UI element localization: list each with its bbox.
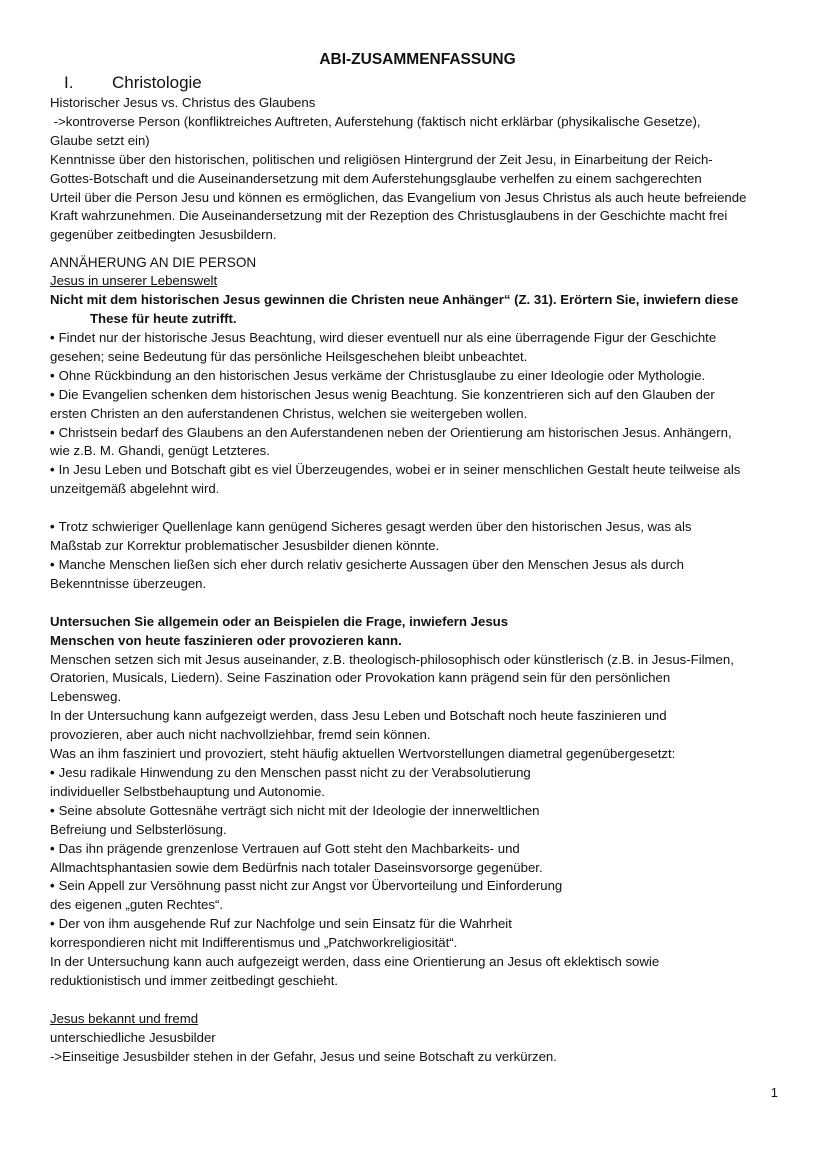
bullet-line: • Ohne Rückbindung an den historischen Jesus verkäme der Christusglaube zu einer Ideologie oder Mythologie. — [50, 367, 785, 386]
text-line: Glaube setzt ein) — [50, 132, 150, 148]
text-line: korrespondieren nicht mit Indifferentismus und „Patchworkreligiosität“. — [50, 935, 458, 951]
text-line: Bekenntnisse überzeugen. — [50, 575, 207, 591]
text-line: Lebensweg. — [50, 689, 122, 705]
text-line: Kenntnisse über den historischen, politischen und religiösen Hintergrund der Zeit Jesu, in Einarbeitung der Reich- — [50, 151, 713, 167]
section-title: Christologie — [112, 73, 202, 92]
bullet-line: • Jesu radikale Hinwendung zu den Menschen passt nicht zu der Verabsolutierung — [50, 764, 785, 783]
text-line: provozieren, aber auch nicht nachvollziehbar, fremd sein können. — [50, 727, 431, 743]
text-line: Historischer Jesus vs. Christus des Glaubens — [50, 95, 316, 110]
text-line: Kraft wahrzunehmen. Die Auseinandersetzung mit der Rezeption des Christusglaubens in der Geschichte macht frei — [50, 208, 728, 224]
text-line: unzeitgemäß abgelehnt wird. — [50, 481, 220, 497]
text-line: Menschen setzen sich mit Jesus auseinander, z.B. theologisch-philosophisch oder künstlerisch (z.B. in Jesus-Filmen, — [50, 651, 734, 667]
text-line: In der Untersuchung kann auch aufgezeigt werden, dass eine Orientierung an Jesus oft eklektisch sowie — [50, 954, 660, 970]
text-line: Oratorien, Musicals, Liedern). Seine Faszination oder Provokation kann prägend sein für den persönlichen — [50, 670, 671, 686]
page-number: 1 — [770, 1085, 778, 1100]
bullet-line: • Der von ihm ausgehende Ruf zur Nachfolge und sein Einsatz für die Wahrheit — [50, 915, 785, 934]
bullet-line: • In Jesu Leben und Botschaft gibt es viel Überzeugendes, wobei er in seiner menschlichen Gestalt heute teilweise als — [50, 461, 785, 480]
text-line: Was an ihm fasziniert und provoziert, steht häufig aktuellen Wertvorstellungen diametral gegenübergesetzt: — [50, 746, 676, 762]
text-line: gesehen; seine Bedeutung für das persönliche Heilsgeschehen bleibt unbeachtet. — [50, 348, 528, 364]
bullet-line: • Trotz schwieriger Quellenlage kann genügend Sicheres gesagt werden über den historischen Jesus, was als — [50, 518, 785, 537]
question-line: These für heute zutrifft. — [90, 311, 237, 327]
bullet-line: • Findet nur der historische Jesus Beachtung, wird dieser eventuell nur als eine überragende Figur der Geschichte — [50, 329, 785, 348]
document-page — [50, 50, 785, 1067]
text-line: ersten Christen an den auferstandenen Christus, welchen sie weitergeben wollen. — [50, 405, 528, 421]
text-line: Gottes-Botschaft und die Auseinandersetzung mit dem Auferstehungsglaube verhelfen zu einem sachgerechten — [50, 170, 702, 186]
text-line: Urteil über die Person Jesu und können es ermöglichen, das Evangelium von Jesus Christus als auch heute befreiende — [50, 189, 747, 205]
bullet-line: • Das ihn prägende grenzenlose Vertrauen auf Gott steht den Machbarkeits- und — [50, 840, 785, 859]
text-line: Maßstab zur Korrektur problematischer Jesusbilder dienen könnte. — [50, 538, 440, 554]
text-line: individueller Selbstbehauptung und Autonomie. — [50, 783, 325, 799]
text-line: des eigenen „guten Rechtes“. — [50, 897, 224, 913]
text-line: unterschiedliche Jesusbilder — [50, 1029, 216, 1045]
text-line: In der Untersuchung kann aufgezeigt werden, dass Jesu Leben und Botschaft noch heute faszinieren und — [50, 708, 667, 724]
question-line: Untersuchen Sie allgemein oder an Beispielen die Frage, inwiefern Jesus — [50, 613, 509, 629]
text-line: Allmachtsphantasien sowie dem Bedürfnis nach totaler Daseinsvorsorge gegenüber. — [50, 859, 543, 875]
bullet-line: • Die Evangelien schenken dem historischen Jesus wenig Beachtung. Sie konzentrieren sich auf den Glauben der — [50, 386, 785, 405]
text-line: ->kontroverse Person (konfliktreiches Auftreten, Auferstehung (faktisch nicht erklärbar (physikalische Gesetze), — [50, 113, 701, 129]
question-line: Nicht mit dem historischen Jesus gewinnen die Christen neue Anhänger“ (Z. 31). Erörtern Sie, inwiefern diese — [50, 292, 739, 308]
text-line: ->Einseitige Jesusbilder stehen in der Gefahr, Jesus und seine Botschaft zu verkürzen. — [50, 1048, 557, 1064]
subsection-subheading: Jesus bekannt und fremd — [50, 1010, 199, 1026]
document-title: ABI-ZUSAMMENFASSUNG — [319, 51, 516, 68]
bullet-line: • Christsein bedarf des Glaubens an den Auferstandenen neben der Orientierung am historischen Jesus. Anhängern, — [50, 424, 785, 443]
bullet-line: • Seine absolute Gottesnähe verträgt sich nicht mit der Ideologie der innerweltlichen — [50, 802, 785, 821]
subsection-heading: ANNÄHERUNG AN DIE PERSON — [50, 255, 257, 271]
text-line: wie z.B. M. Ghandi, genügt Letzteres. — [50, 443, 270, 459]
section-number: I. — [64, 73, 74, 92]
text-line: reduktionistisch und immer zeitbedingt geschieht. — [50, 972, 339, 988]
bullet-line: • Sein Appell zur Versöhnung passt nicht zur Angst vor Übervorteilung und Einforderung — [50, 877, 785, 896]
text-line: Befreiung und Selbsterlösung. — [50, 821, 227, 837]
text-line: gegenüber zeitbedingten Jesusbildern. — [50, 227, 277, 243]
question-line: Menschen von heute faszinieren oder provozieren kann. — [50, 632, 402, 648]
section-heading — [50, 72, 785, 94]
bullet-line: • Manche Menschen ließen sich eher durch relativ gesicherte Aussagen über den Menschen Jesus als durch — [50, 556, 785, 575]
subsection-subheading: Jesus in unserer Lebenswelt — [50, 273, 218, 289]
